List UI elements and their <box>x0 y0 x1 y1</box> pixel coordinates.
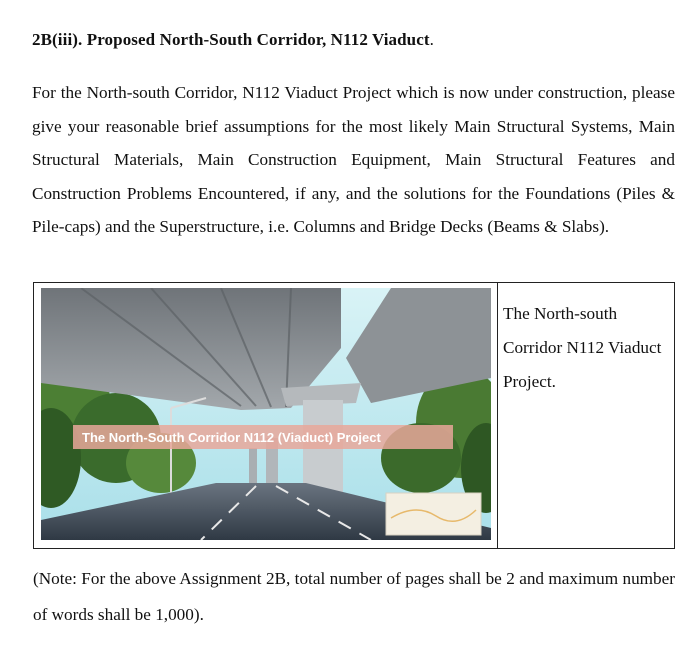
banner-text: The North-South Corridor N112 (Viaduct) Project <box>82 430 381 445</box>
figure-caption: The North-south Corridor N112 Viaduct Project. <box>503 304 662 391</box>
viaduct-rendering-cell <box>34 283 498 548</box>
section-heading-text: 2B(iii). Proposed North-South Corridor, N112 Viaduct <box>32 30 430 49</box>
section-heading <box>32 30 434 50</box>
viaduct-rendering-image <box>41 288 491 540</box>
section-heading-period: . <box>429 30 435 49</box>
assignment-paragraph: For the North-south Corridor, N112 Viaduct Project which is now under construction, please give your reasonable brief assumptions for the most likely Main Structural Systems, Main Structural Materials, Main Construction Equipment, Main Structural Features and Construction Problems Encountered, if any, and the solutions for the Foundations (Piles & Pile-caps) and the Superstructure, i.e. Columns and Bridge Decks (Beams & Slabs). <box>32 83 675 237</box>
assignment-note: (Note: For the above Assignment 2B, total number of pages shall be 2 and maximum number of words shall be 1,000). <box>33 569 675 624</box>
figure-table <box>33 282 675 549</box>
